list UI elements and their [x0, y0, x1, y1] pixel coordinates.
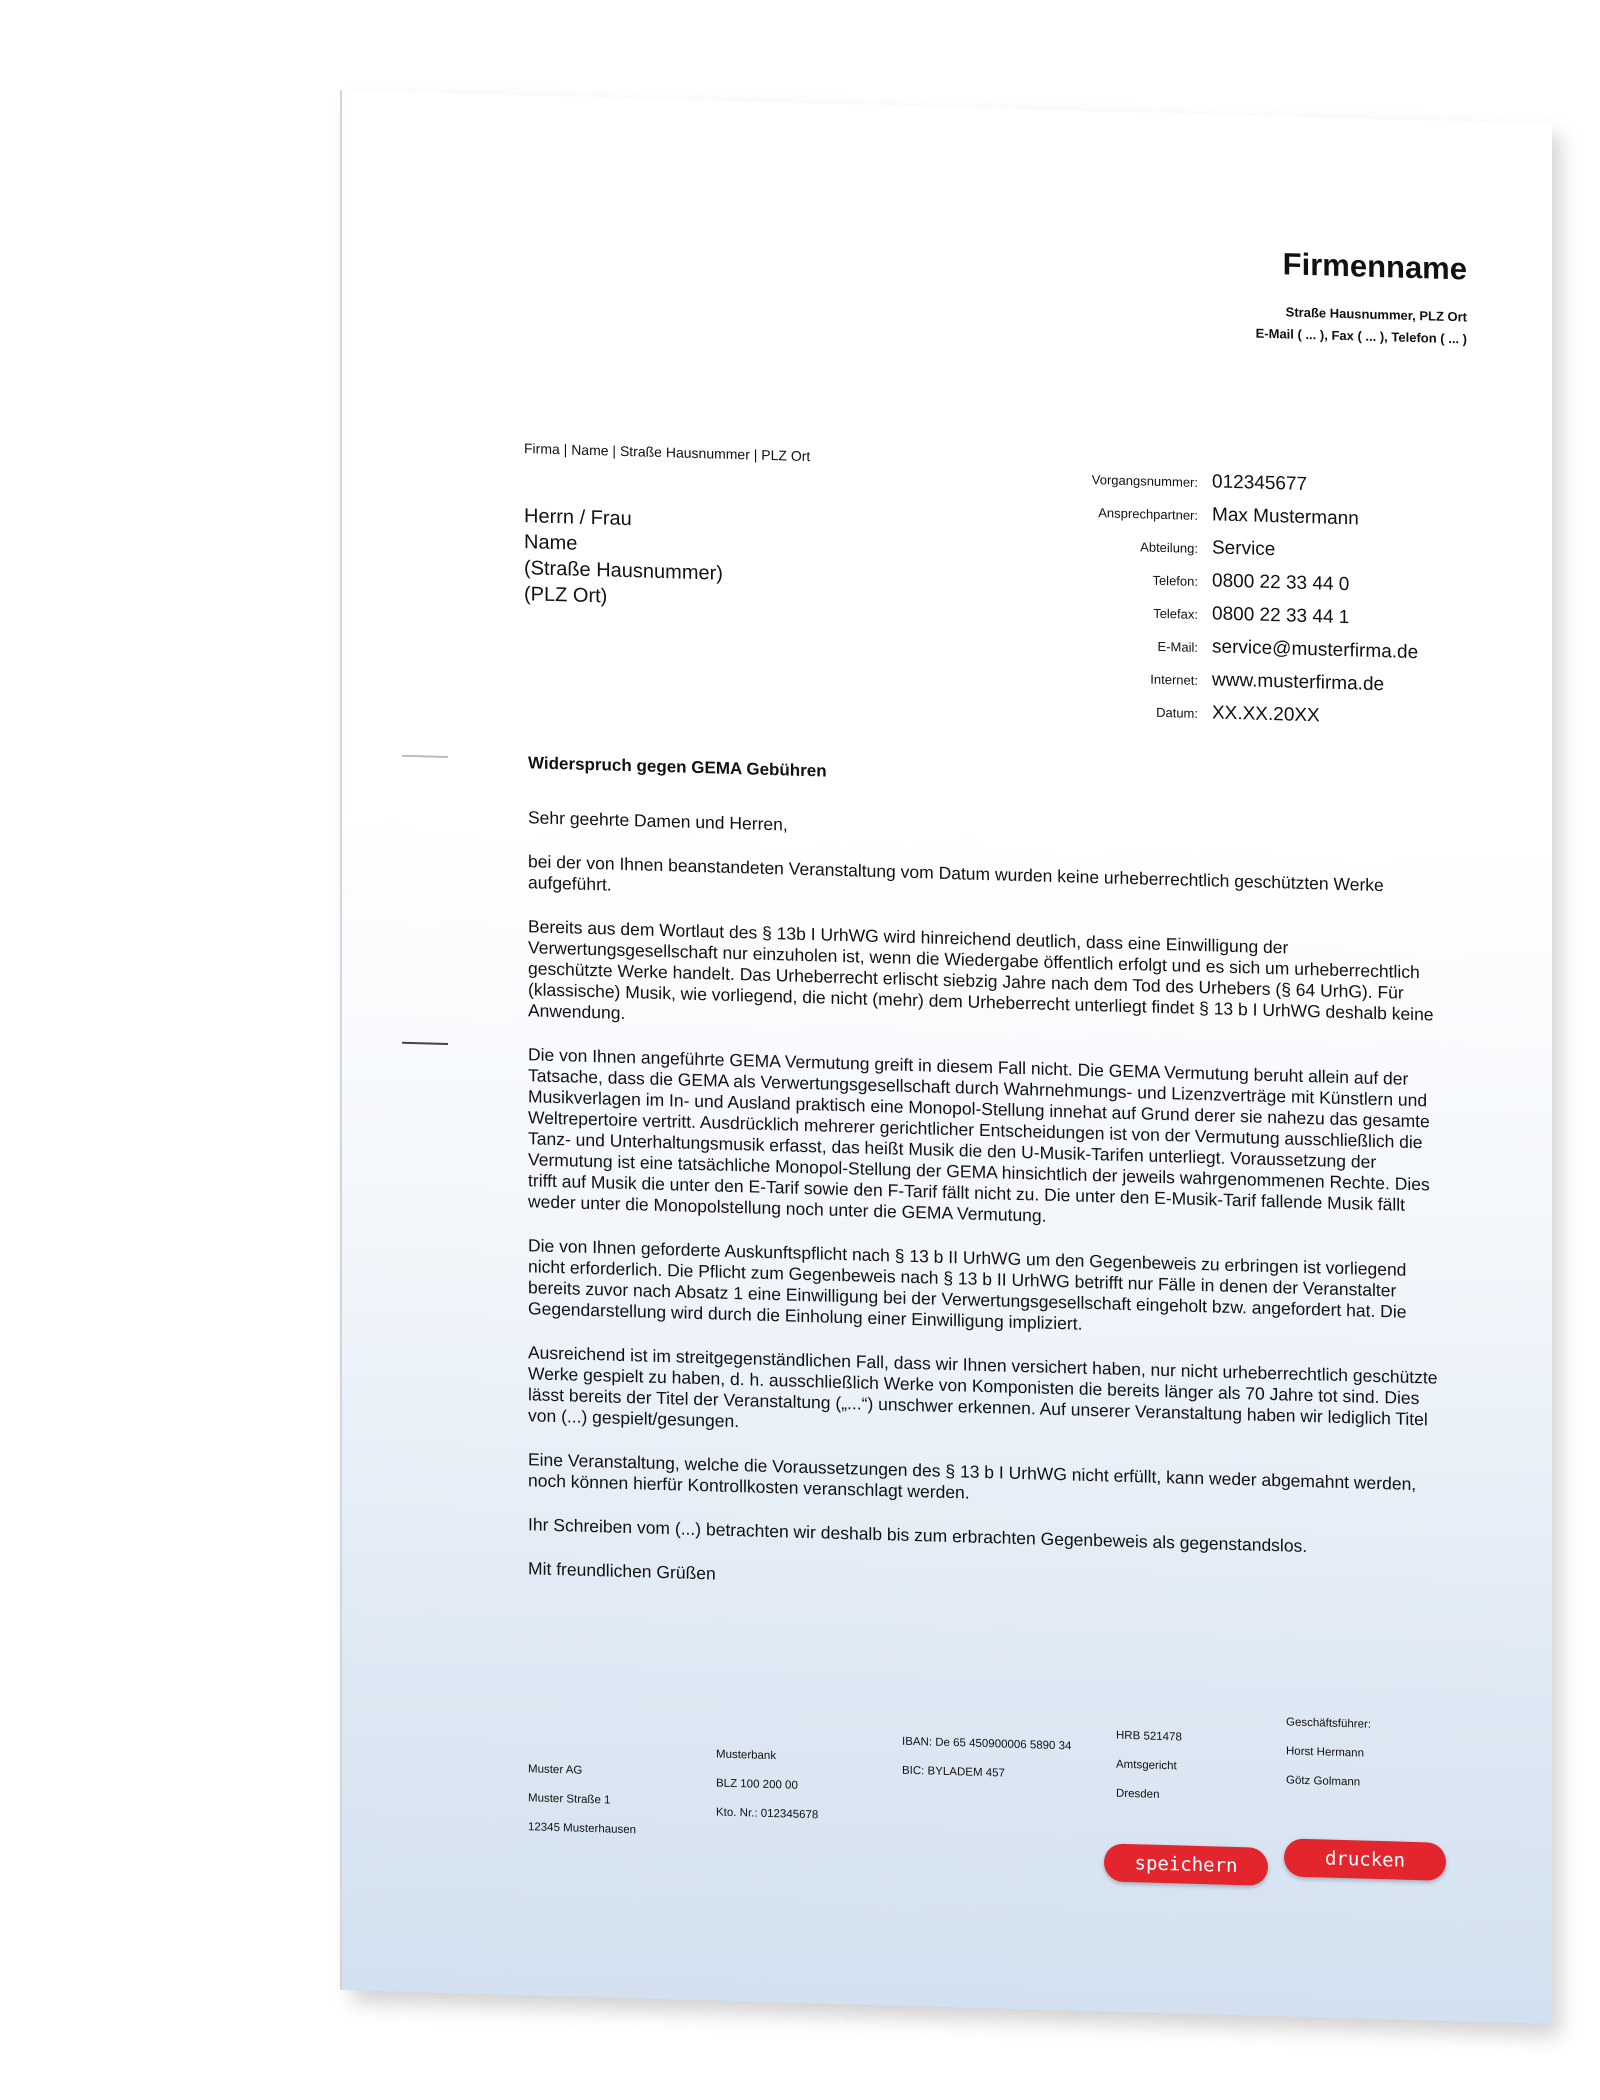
footer-line: Musterbank	[716, 1748, 777, 1763]
company-contact: E-Mail ( ... ), Fax ( ... ), Telefon ( ... )	[1255, 325, 1467, 347]
footer-line: Götz Golmann	[1286, 1774, 1361, 1789]
footer-line: IBAN: De 65 450900006 5890 34	[902, 1735, 1072, 1753]
footer-line: Kto. Nr.: 012345678	[716, 1806, 819, 1822]
sender-line: Firma | Name | Straße Hausnummer | PLZ Ort	[524, 440, 811, 465]
info-value: 012345677	[1212, 471, 1308, 496]
footer-company	[528, 1755, 636, 1845]
info-label: Datum:	[1156, 704, 1198, 721]
info-value: Service	[1212, 537, 1276, 561]
letter-paragraph: Ausreichend ist im streitgegenständlichen Fall, dass wir Ihnen versichert haben, nur nicht urheberrechtlich geschützte Werke gespielt zu haben, d. h. ausschließlich Werke von Komponisten die bereits länger als 70 Jahre tot sind. Dies lässt bereits der Titel der Veranstaltung („...“) unschwer erkennen. Auf unserer Veranstaltung haben wir lediglich Titel von (...) gespielt/gesungen.	[528, 1342, 1438, 1432]
footer-line: Muster AG	[528, 1763, 583, 1777]
info-block	[882, 462, 1482, 743]
recipient-street: (Straße Hausnummer)	[524, 557, 723, 585]
footer-line: 12345 Musterhausen	[528, 1821, 637, 1837]
recipient-salutation: Herrn / Frau	[524, 505, 632, 531]
footer-line: HRB 521478	[1116, 1729, 1182, 1744]
letter-paragraph: Ihr Schreiben vom (...) betrachten wir deshalb bis zum erbrachten Gegenbeweis als gegenstandslos.	[528, 1514, 1308, 1557]
info-label: Abteilung:	[1140, 539, 1198, 556]
info-value: XX.XX.20XX	[1212, 702, 1320, 727]
letter-page	[340, 90, 1552, 2024]
footer-line: BLZ 100 200 00	[716, 1777, 798, 1792]
company-name: Firmenname	[1282, 246, 1467, 287]
footer-bank	[716, 1741, 818, 1831]
info-value: 0800 22 33 44 0	[1212, 570, 1350, 596]
letter-body	[528, 807, 1448, 1628]
letter-paragraph: bei der von Ihnen beanstandeten Veranstaltung vom Datum wurden keine urheberrechtlich geschützten Werke aufgeführt.	[528, 851, 1384, 896]
recipient-address	[524, 503, 723, 613]
letter-closing: Mit freundlichen Grüßen	[528, 1558, 716, 1584]
footer-line: Geschäftsführer:	[1286, 1716, 1372, 1731]
letter-paragraph: Bereits aus dem Wortlaut des § 13b I UrhWG wird hinreichend deutlich, dass eine Einwilligung der Verwertungsgesellschaft nur einzuholen ist, wenn die Wiedergabe öffentlich erfolgt und es sich um urheberrechtlich geschützte Werke handelt. Das Urheberrecht erlischt siebzig Jahre nach dem Tod des Urhebers (§ 64 UrhG). Für (klassische) Musik, wie vorliegend, die nicht (mehr) dem Urheberrecht unterliegt findet § 13 b I UrhWG deshalb keine Anwendung.	[528, 916, 1434, 1025]
footer-line: Amtsgericht	[1116, 1758, 1177, 1773]
info-value: service@musterfirma.de	[1212, 636, 1419, 664]
info-label: Telefon:	[1152, 572, 1198, 589]
recipient-name: Name	[524, 531, 578, 555]
letter-paragraph: Die von Ihnen geforderte Auskunftspflicht nach § 13 b II UrhWG um den Gegenbeweis zu erbringen ist vorliegend nicht erforderlich. Die Pflicht zum Gegenbeweis nach § 13 b II UrhWG betrifft nur Fälle in denen der Veranstalter bereits zuvor nach Absatz 1 eine Einwilligung bei der Verwertungsgesellschaft eingeholt bzw. angefordert hat. Die Gegendarstellung wird durch die Einholung einer Einwilligung impliziert.	[528, 1235, 1407, 1334]
info-value: www.musterfirma.de	[1212, 669, 1385, 696]
recipient-city: (PLZ Ort)	[524, 583, 608, 608]
letter-greeting: Sehr geehrte Damen und Herren,	[528, 807, 788, 835]
fold-mark	[402, 755, 448, 758]
info-value: 0800 22 33 44 1	[1212, 603, 1350, 629]
letter-paragraph: Eine Veranstaltung, welche die Voraussetzungen des § 13 b I UrhWG nicht erfüllt, kann weder abgemahnt werden, noch können hierfür Kontrollkosten veranschlagt werden.	[528, 1449, 1417, 1503]
info-label: E-Mail:	[1157, 638, 1198, 655]
save-button[interactable]: speichern	[1104, 1843, 1268, 1886]
footer-line: Horst Hermann	[1286, 1745, 1364, 1760]
footer-line: BIC: BYLADEM 457	[902, 1764, 1005, 1780]
letter-subject: Widerspruch gegen GEMA Gebühren	[528, 753, 827, 781]
punch-mark	[402, 1042, 448, 1045]
info-label: Internet:	[1150, 671, 1198, 688]
info-label: Ansprechpartner:	[1098, 505, 1198, 523]
footer-line: Dresden	[1116, 1787, 1160, 1801]
print-button[interactable]: drucken	[1284, 1838, 1446, 1881]
footer-iban	[902, 1728, 1071, 1791]
letter-paragraph: Die von Ihnen angeführte GEMA Vermutung greift in diesem Fall nicht. Die GEMA Vermutung beruht allein auf der Tatsache, dass die GEMA als Verwertungsgesellschaft durch Wahrnehmungs- und Lizenzverträge mit Künstlern und Musikverlagen im In- und Ausland praktisch eine Monopol-Stellung innehat auf Grund derer sie nahezu das gesamte Weltrepertoire vertritt. Ausdrücklich mehrerer gerichtlicher Entscheidungen ist von der Vermutung ausschließlich die Tanz- und Unterhaltungsmusik erfasst, das heißt Musik die den U-Musik-Tarifen unterliegt. Voraussetzung der Vermutung ist eine tatsächliche Monopol-Stellung der GEMA hinsichtlich der jeweils wahrgenommenen Rechte. Dies trifft auf Musik die unter den E-Tarif sowie den F-Tarif fällt nicht zu. Die unter den E-Musik-Tarif fallende Musik fällt weder unter die Monopolstellung noch unter die GEMA Vermutung.	[528, 1044, 1430, 1226]
footer-management	[1286, 1708, 1371, 1797]
info-label: Telefax:	[1153, 605, 1198, 622]
info-value: Max Mustermann	[1212, 504, 1359, 530]
info-label: Vorgangsnummer:	[1091, 471, 1198, 490]
footer-register	[1116, 1722, 1182, 1811]
company-address: Straße Hausnummer, PLZ Ort	[1285, 304, 1467, 325]
footer-line: Muster Straße 1	[528, 1792, 611, 1807]
